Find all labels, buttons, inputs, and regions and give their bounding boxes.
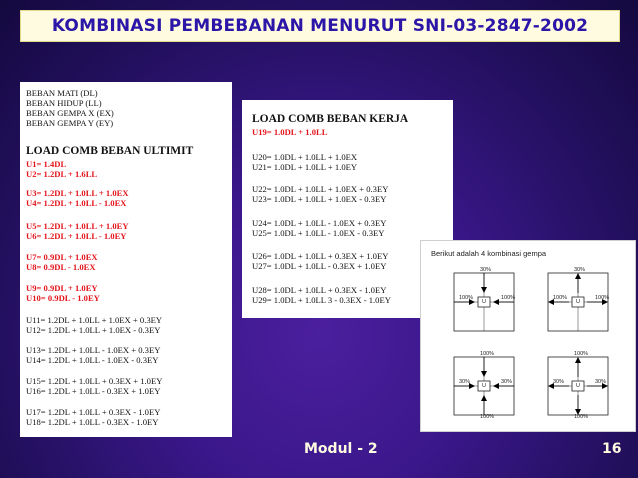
combo-line: U24= 1.0DL + 1.0LL - 1.0EX + 0.3EY: [252, 218, 387, 228]
intro-line: BEBAN MATI (DL): [26, 88, 98, 98]
left-percent: 30%: [459, 379, 471, 385]
combo-line: U14= 1.2DL + 1.0LL - 1.0EX - 0.3EY: [26, 355, 159, 365]
intro-line: BEBAN HIDUP (LL): [26, 98, 102, 108]
combo-line: U25= 1.0DL + 1.0LL - 1.0EX - 0.3EY: [252, 228, 385, 238]
combo-line: U15= 1.2DL + 1.0LL + 0.3EX + 1.0EY: [26, 376, 163, 386]
module-label: Modul - 2: [304, 441, 378, 457]
combo-line: U1= 1.4DL: [26, 159, 67, 169]
top-percent: 100%: [574, 351, 589, 357]
combo-line: U13= 1.2DL + 1.0LL - 1.0EX + 0.3EY: [26, 345, 161, 355]
combo-line: U9= 0.9DL + 1.0EY: [26, 283, 98, 293]
combo-line: U3= 1.2DL + 1.0LL + 1.0EX: [26, 188, 129, 198]
combo-line: U2= 1.2DL + 1.6LL: [26, 169, 98, 179]
combo-line: U4= 1.2DL + 1.0LL - 1.0EX: [26, 198, 127, 208]
combo-line: U11= 1.2DL + 1.0LL + 1.0EX + 0.3EY: [26, 315, 163, 325]
center-label: U: [576, 299, 580, 305]
earthquake-diagram: [445, 267, 523, 335]
combo-line: U18= 1.2DL + 1.0LL - 0.3EX - 1.0EY: [26, 417, 159, 427]
left-percent: 30%: [553, 379, 565, 385]
slide-title: KOMBINASI PEMBEBANAN MENURUT SNI-03-2847-2002: [51, 16, 589, 36]
earthquake-diagram: [445, 351, 523, 419]
combo-line: U26= 1.0DL + 1.0LL + 0.3EX + 1.0EY: [252, 251, 389, 261]
intro-line: BEBAN GEMPA X (EX): [26, 108, 114, 118]
bottom-percent: 100%: [574, 414, 589, 420]
combo-line: U21= 1.0DL + 1.0LL + 1.0EY: [252, 162, 358, 172]
combo-line: U19= 1.0DL + 1.0LL: [252, 127, 328, 137]
combo-line: U16= 1.2DL + 1.0LL - 0.3EX + 1.0EY: [26, 386, 161, 396]
combo-line: U12= 1.2DL + 1.0LL + 1.0EX - 0.3EY: [26, 325, 161, 335]
combo-line: U27= 1.0DL + 1.0LL - 0.3EX + 1.0EY: [252, 261, 387, 271]
combo-line: U23= 1.0DL + 1.0LL + 1.0EX - 0.3EY: [252, 194, 387, 204]
earthquake-combo-panel: [420, 240, 636, 432]
ultimate-load-panel: [20, 82, 232, 437]
top-percent: 30%: [480, 267, 492, 273]
earthquake-caption: Berikut adalah 4 kombinasi gempa: [431, 249, 547, 258]
combo-line: U29= 1.0DL + 1.0LL 3 - 0.3EX - 1.0EY: [252, 295, 391, 305]
earthquake-diagram: [539, 267, 617, 335]
earthquake-diagram: [539, 351, 617, 419]
bottom-percent: 100%: [480, 414, 495, 420]
combo-line: U8= 0.9DL - 1.0EX: [26, 262, 96, 272]
intro-line: BEBAN GEMPA Y (EY): [26, 118, 114, 128]
right-percent: 30%: [595, 379, 607, 385]
right-percent: 100%: [595, 295, 610, 301]
ultimate-heading: LOAD COMB BEBAN ULTIMIT: [26, 145, 194, 157]
combo-line: U20= 1.0DL + 1.0LL + 1.0EX: [252, 152, 358, 162]
combo-line: U7= 0.9DL + 1.0EX: [26, 252, 98, 262]
combo-line: U17= 1.2DL + 1.0LL + 0.3EX - 1.0EY: [26, 407, 161, 417]
center-label: U: [576, 383, 580, 389]
working-heading: LOAD COMB BEBAN KERJA: [252, 113, 409, 125]
combo-line: U6= 1.2DL + 1.0LL - 1.0EY: [26, 231, 127, 241]
left-percent: 100%: [459, 295, 474, 301]
top-percent: 30%: [574, 267, 586, 273]
left-percent: 100%: [553, 295, 568, 301]
right-percent: 30%: [501, 379, 513, 385]
combo-line: U5= 1.2DL + 1.0LL + 1.0EY: [26, 221, 129, 231]
combo-line: U10= 0.9DL - 1.0EY: [26, 293, 100, 303]
combo-line: U28= 1.0DL + 1.0LL + 0.3EX - 1.0EY: [252, 285, 387, 295]
top-percent: 100%: [480, 351, 495, 357]
title-bar: [20, 10, 620, 42]
center-label: U: [482, 383, 486, 389]
center-label: U: [482, 299, 486, 305]
page-number: 16: [602, 441, 622, 457]
combo-line: U22= 1.0DL + 1.0LL + 1.0EX + 0.3EY: [252, 184, 389, 194]
right-percent: 100%: [501, 295, 516, 301]
